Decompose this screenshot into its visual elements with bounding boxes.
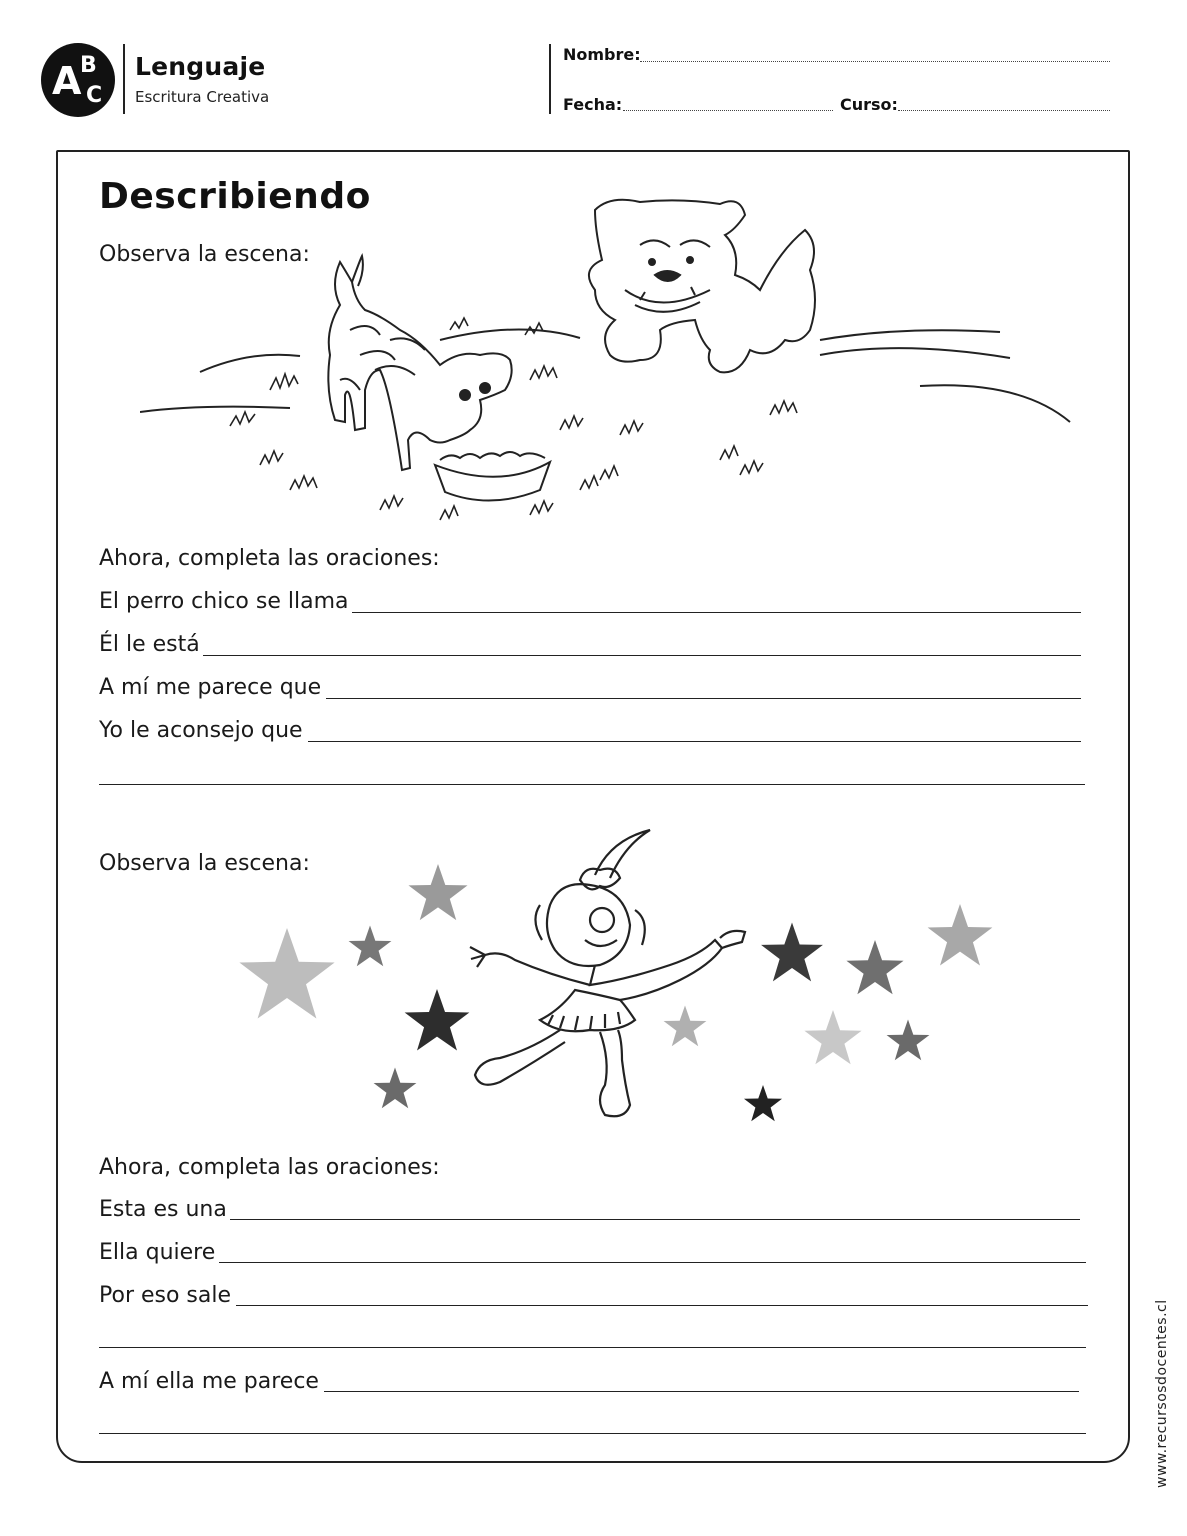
- answer-line[interactable]: [324, 1391, 1079, 1392]
- answer-line[interactable]: [99, 1433, 1086, 1434]
- girl-stars-illustration: [230, 820, 1010, 1140]
- course-label: Curso:: [840, 95, 898, 114]
- name-field[interactable]: [640, 61, 1110, 62]
- answer-line[interactable]: [230, 1219, 1080, 1220]
- sentence-label: Él le está: [99, 632, 200, 657]
- website-url[interactable]: www.recursosdocentes.cl: [1154, 1299, 1170, 1488]
- sentence-label: Yo le aconsejo que: [99, 718, 303, 743]
- date-field[interactable]: [623, 110, 833, 111]
- worksheet-title: Describiendo: [99, 176, 371, 217]
- answer-line[interactable]: [308, 741, 1081, 742]
- svg-text:B: B: [80, 53, 97, 78]
- dogs-illustration: [140, 190, 1090, 530]
- sentence-label: Por eso sale: [99, 1283, 232, 1308]
- svg-text:C: C: [86, 83, 103, 108]
- header-divider: [549, 44, 551, 114]
- header-divider: [123, 44, 125, 114]
- answer-line[interactable]: [236, 1305, 1088, 1306]
- name-label: Nombre:: [563, 45, 641, 64]
- sentence-label: Ella quiere: [99, 1240, 216, 1265]
- svg-text:A: A: [52, 59, 82, 103]
- sentence-label: A mí ella me parece: [99, 1369, 319, 1394]
- answer-line[interactable]: [326, 698, 1081, 699]
- course-field[interactable]: [898, 110, 1110, 111]
- section2-instruction: Observa la escena:: [99, 851, 310, 876]
- sentence-label: A mí me parece que: [99, 675, 322, 700]
- answer-line[interactable]: [203, 655, 1081, 656]
- sentence-label: El perro chico se llama: [99, 589, 349, 614]
- sentence-label: Esta es una: [99, 1197, 227, 1222]
- subtopic-label: Escritura Creativa: [135, 88, 270, 106]
- section2-prompt: Ahora, completa las oraciones:: [99, 1155, 440, 1180]
- answer-line[interactable]: [99, 1347, 1086, 1348]
- website-footer: [1134, 1248, 1170, 1488]
- abc-logo: [40, 42, 116, 118]
- answer-line[interactable]: [352, 612, 1081, 613]
- answer-line[interactable]: [99, 784, 1085, 785]
- subject-title: Lenguaje: [135, 52, 266, 81]
- section1-prompt: Ahora, completa las oraciones:: [99, 546, 440, 571]
- date-label: Fecha:: [563, 95, 623, 114]
- answer-line[interactable]: [219, 1262, 1086, 1263]
- section1-instruction: Observa la escena:: [99, 242, 310, 267]
